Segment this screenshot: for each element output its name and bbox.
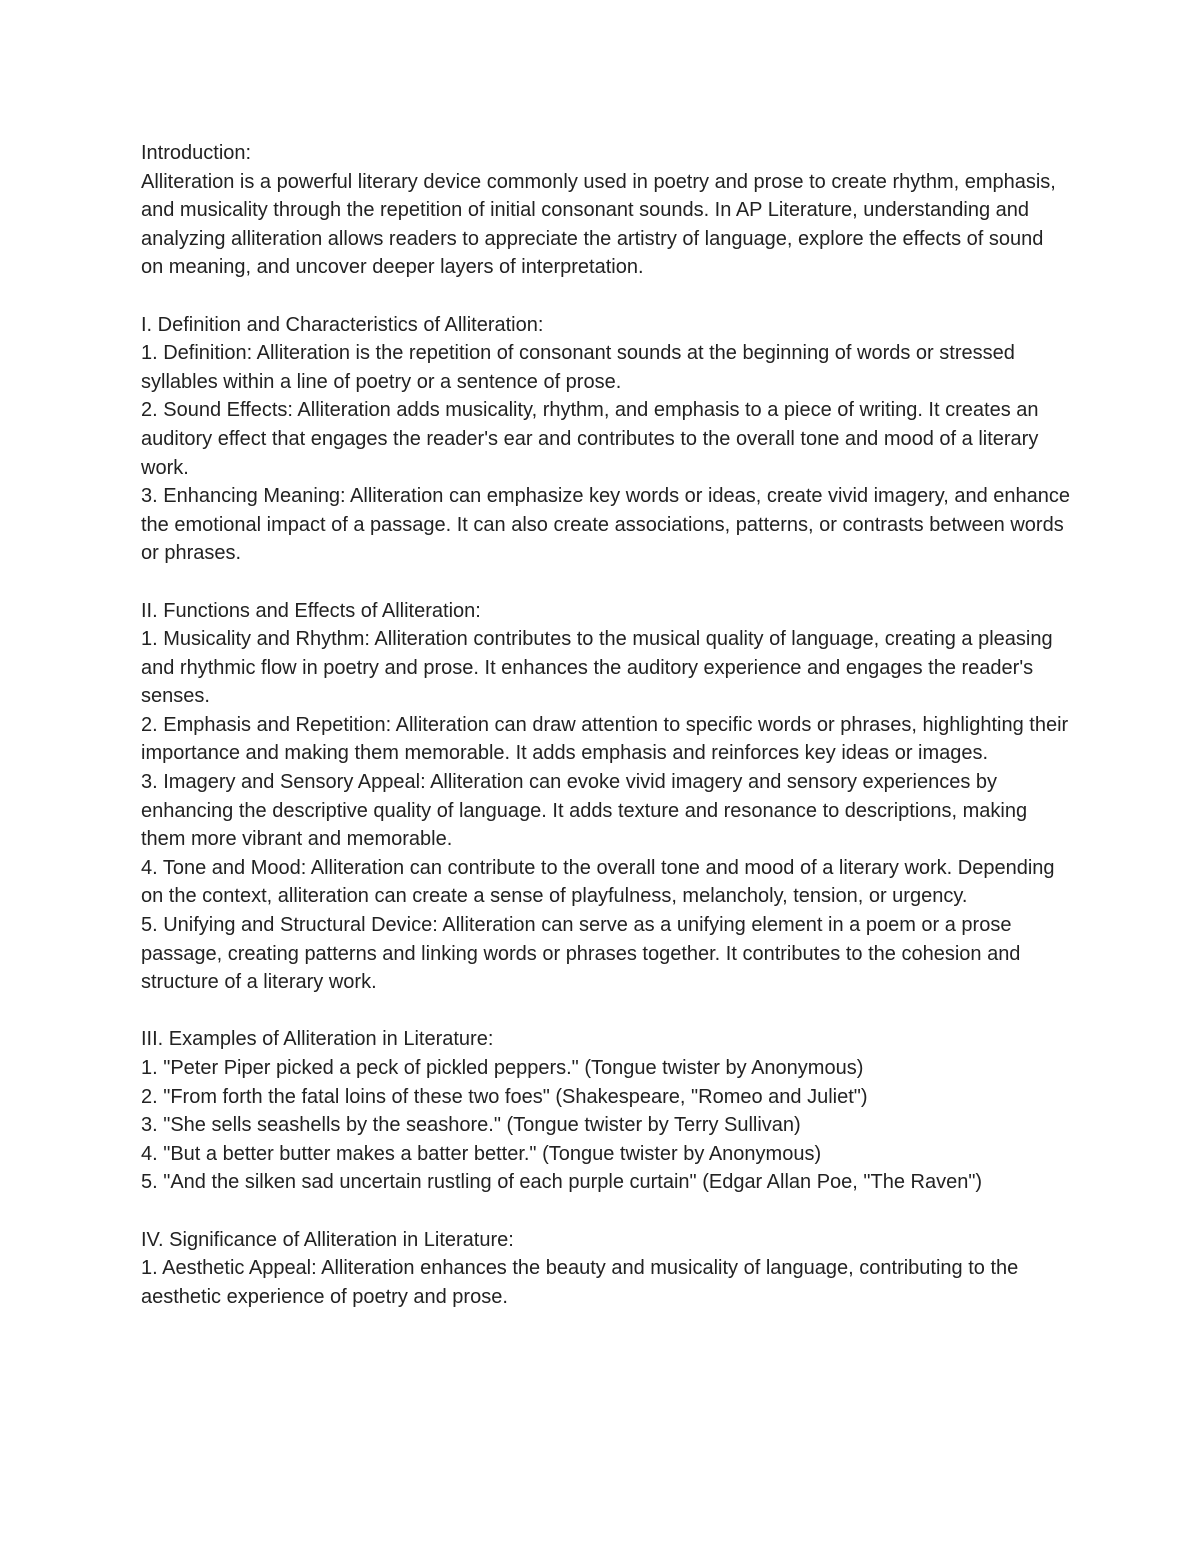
list-item: 3. Imagery and Sensory Appeal: Alliteration can evoke vivid imagery and sensory experiences by enhancing the descriptive quality of language. It adds texture and resonance to descriptions, making them more vibrant and memorable. [141,771,1028,851]
list-item: 4. "But a better butter makes a batter better." (Tongue twister by Anonymous) [141,1142,822,1165]
list-item: 3. "She sells seashells by the seashore." (Tongue twister by Terry Sullivan) [141,1114,801,1137]
section-examples-heading: III. Examples of Alliteration in Literature: [141,1028,494,1051]
list-item: 3. Enhancing Meaning: Alliteration can emphasize key words or ideas, create vivid imagery, and enhance the emotional impact of a passage. It can also create associations, patterns, or contrasts between words or phrases. [141,485,1071,565]
section-significance-heading: IV. Significance of Alliteration in Literature: [141,1228,514,1251]
list-item: 2. "From forth the fatal loins of these two foes" (Shakespeare, "Romeo and Juliet") [141,1085,868,1108]
list-item: 1. Aesthetic Appeal: Alliteration enhances the beauty and musicality of language, contributing to the aesthetic experience of poetry and prose. [141,1257,1019,1308]
document-page [141,139,1071,1340]
list-item: 1. Musicality and Rhythm: Alliteration contributes to the musical quality of language, creating a pleasing and rhythmic flow in poetry and prose. It enhances the auditory experience and engages the reader's senses. [141,628,1053,708]
section-significance [141,1226,1071,1312]
list-item: 5. Unifying and Structural Device: Alliteration can serve as a unifying element in a poem or a prose passage, creating patterns and linking words or phrases together. It contributes to the cohesion and structure of a literary work. [141,914,1021,994]
list-item: 1. "Peter Piper picked a peck of pickled peppers." (Tongue twister by Anonymous) [141,1057,864,1079]
section-definition [141,311,1071,568]
list-item: 5. "And the silken sad uncertain rustling of each purple curtain" (Edgar Allan Poe, "The Raven") [141,1171,983,1194]
list-item: 2. Emphasis and Repetition: Alliteration can draw attention to specific words or phrases, highlighting their importance and making them memorable. It adds emphasis and reinforces key ideas or images. [141,713,1069,765]
introduction-heading: Introduction: [141,142,252,164]
section-examples [141,1025,1071,1197]
section-functions [141,597,1071,997]
list-item: 4. Tone and Mood: Alliteration can contribute to the overall tone and mood of a literary work. Depending on the context, alliteration can create a sense of playfulness, melancholy, tension, or urgency. [141,856,1055,908]
list-item: 1. Definition: Alliteration is the repetition of consonant sounds at the beginning of words or stressed syllables within a line of poetry or a sentence of prose. [141,342,1015,393]
section-definition-heading: I. Definition and Characteristics of Alliteration: [141,313,544,336]
section-functions-heading: II. Functions and Effects of Alliteration: [141,599,481,622]
introduction-paragraph: Alliteration is a powerful literary device commonly used in poetry and prose to create rhythm, emphasis, and musicality through the repetition of initial consonant sounds. In AP Literature, understanding and analyzing alliteration allows readers to appreciate the artistry of language, explore the effects of sound on meaning, and uncover deeper layers of interpretation. [141,170,1056,279]
introduction-section [141,139,1071,282]
list-item: 2. Sound Effects: Alliteration adds musicality, rhythm, and emphasis to a piece of writing. It creates an auditory effect that engages the reader's ear and contributes to the overall tone and mood of a literary work. [141,399,1039,479]
